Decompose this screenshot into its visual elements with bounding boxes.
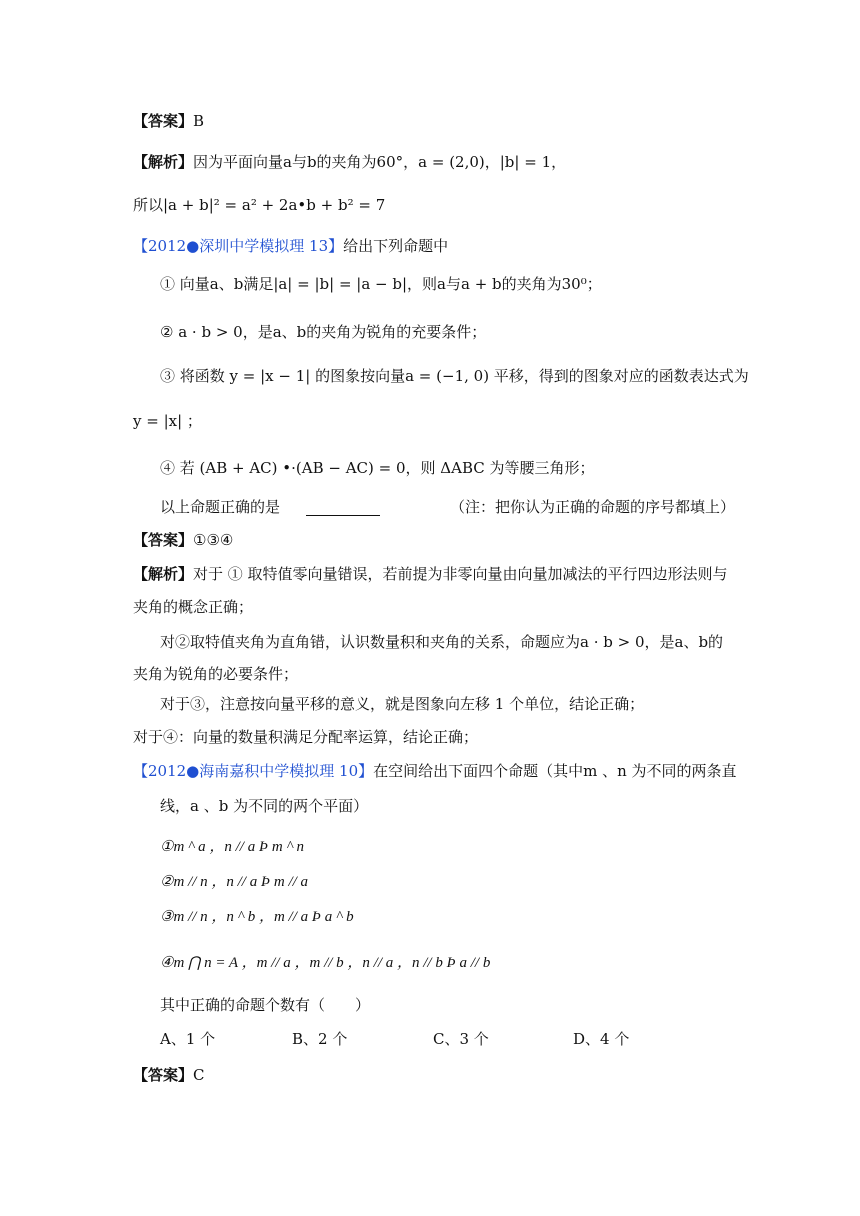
question-header-13 <box>133 235 448 257</box>
answer-value: ①③④ <box>193 531 234 549</box>
proposition-1: ① 向量a、b满足|a| = |b| = |a − b|，则a与a + b的夹角为30⁰； <box>160 275 602 293</box>
option-d: D、4 个 <box>573 1030 630 1048</box>
analysis-line: 对于 ① 取特值零向量错误，若前提为非零向量由向量加减法的平行四边形法则与 <box>193 565 728 583</box>
proposition-4: ④m ⋂ n = A ，m // a ，m // b ，n // a ，n // b Þ a // b <box>160 955 491 971</box>
answer-value: B <box>193 112 205 130</box>
proposition-2: ② a · b > 0，是a、b的夹角为锐角的充要条件； <box>160 323 487 341</box>
analysis-row-prev <box>133 151 566 173</box>
answer-label: 【答案】 <box>133 112 194 130</box>
analysis-label: 【解析】 <box>133 153 194 171</box>
question-stem: 给出下列命题中 <box>343 237 449 255</box>
option-b: B、2 个 <box>292 1030 348 1048</box>
question-stem-cont: 线，a 、b 为不同的两个平面） <box>160 797 369 815</box>
analysis-line: 对②取特值夹角为直角错，认识数量积和夹角的关系，命题应为a · b > 0，是a、b的 <box>160 633 724 651</box>
answer-row-13 <box>133 529 233 551</box>
fill-blank-row <box>160 496 388 518</box>
answer-row-prev <box>133 110 204 132</box>
answer-blank <box>306 501 380 516</box>
analysis-line: 对于④：向量的数量积满足分配率运算，结论正确； <box>133 728 479 746</box>
question-stem: 在空间给出下面四个命题（其中m 、n 为不同的两条直 <box>373 762 737 780</box>
option-c: C、3 个 <box>433 1030 489 1048</box>
question-source: 【2012●深圳中学模拟理 13】 <box>133 237 344 255</box>
analysis-formula-prev: 所以|a + b|² = a² + 2a•b + b² = 7 <box>133 196 386 214</box>
analysis-text: 因为平面向量a与b的夹角为60°，a = (2,0)，|b| = 1， <box>193 153 567 171</box>
question-prompt: 其中正确的命题个数有（ ） <box>160 996 371 1014</box>
proposition-3-cont: y = |x| ； <box>133 412 202 430</box>
analysis-label: 【解析】 <box>133 565 194 583</box>
proposition-1: ①m ^ a ，n // a Þ m ^ n <box>160 839 305 855</box>
analysis-line: 夹角为锐角的必要条件； <box>133 665 299 683</box>
analysis-line: 对于③，注意按向量平移的意义，就是图象向左移 1 个单位，结论正确； <box>160 695 645 713</box>
question-source: 【2012●海南嘉积中学模拟理 10】 <box>133 762 374 780</box>
analysis-row-13 <box>133 563 728 585</box>
proposition-3: ③m // n ，n ^ b ，m // a Þ a ^ b <box>160 909 354 925</box>
proposition-3: ③ 将函数 y = |x − 1| 的图象按向量a = (−1, 0) 平移，得到的图象对应的函数表达式为 <box>160 367 749 385</box>
analysis-line: 夹角的概念正确； <box>133 598 254 616</box>
proposition-4: ④ 若 (AB + AC) •·(AB − AC) = 0，则 ΔABC 为等腰三角形； <box>160 459 595 477</box>
question-header-10 <box>133 760 737 782</box>
answer-value: C <box>193 1066 205 1084</box>
answer-label: 【答案】 <box>133 531 194 549</box>
fill-note: （注：把你认为正确的命题的序号都填上） <box>450 498 736 516</box>
answer-label: 【答案】 <box>133 1066 194 1084</box>
option-a: A、1 个 <box>160 1030 216 1048</box>
proposition-2: ②m // n ，n // a Þ m // a <box>160 874 309 890</box>
answer-row-10 <box>133 1064 205 1086</box>
fill-prompt: 以上命题正确的是 <box>160 498 281 516</box>
